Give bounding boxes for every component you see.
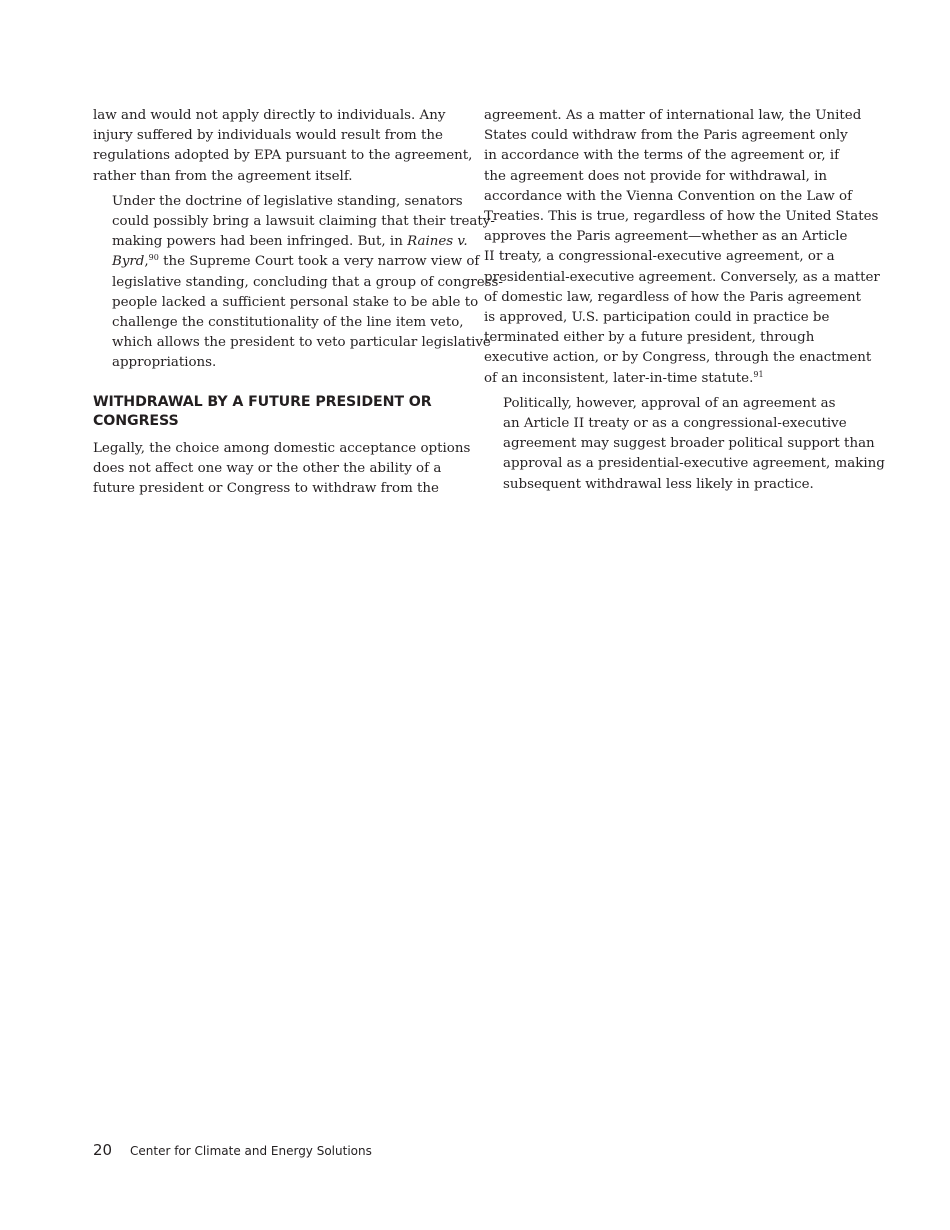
text-line: in accordance with the terms of the agreement or, if bbox=[484, 148, 840, 164]
text-line: rather than from the agreement itself. bbox=[93, 168, 353, 184]
case-name: Raines v. bbox=[407, 234, 468, 250]
text-line bbox=[93, 252, 480, 272]
left-paragraph-2 bbox=[93, 192, 503, 374]
text-line: II treaty, a congressional-executive agreement, or a bbox=[484, 249, 835, 265]
text-line bbox=[484, 369, 860, 389]
text-line: executive action, or by Congress, through the enactment bbox=[484, 350, 872, 366]
text-line: which allows the president to veto particular legislative bbox=[112, 335, 491, 351]
text-line: terminated either by a future president, through bbox=[484, 330, 815, 346]
text-line bbox=[93, 232, 468, 252]
text-line: challenge the constitutionality of the line item veto, bbox=[112, 315, 464, 331]
text-line: legislative standing, concluding that a group of congress- bbox=[112, 274, 503, 290]
text-line: Politically, however, approval of an agreement as bbox=[503, 395, 836, 411]
footnote-marker: 91 bbox=[753, 369, 764, 379]
text-line: Legally, the choice among domestic acceptance options bbox=[93, 440, 471, 456]
text-line: regulations adopted by EPA pursuant to the agreement, bbox=[93, 148, 473, 164]
text-line: is approved, U.S. participation could in practice be bbox=[484, 310, 830, 326]
text-fragment: the Supreme Court took a very narrow view of bbox=[158, 254, 480, 270]
text-line: agreement. As a matter of international law, the United bbox=[484, 108, 862, 123]
text-line: appropriations. bbox=[112, 355, 217, 371]
text-line: approval as a presidential-executive agreement, making bbox=[503, 456, 885, 472]
text-line: agreement may suggest broader political support than bbox=[503, 436, 875, 452]
right-column bbox=[484, 106, 885, 500]
text-line: could possibly bring a lawsuit claiming that their treaty- bbox=[112, 214, 495, 230]
footnote-marker: 90 bbox=[148, 253, 159, 263]
text-line: an Article II treaty or as a congressional-executive bbox=[503, 416, 847, 432]
section-heading bbox=[93, 393, 465, 432]
left-paragraph-1 bbox=[93, 106, 473, 187]
right-paragraph-2 bbox=[484, 394, 885, 495]
left-paragraph-3 bbox=[93, 439, 471, 500]
text-line: accordance with the Vienna Convention on the Law of bbox=[484, 188, 853, 204]
text-line: the agreement does not provide for withdrawal, in bbox=[484, 168, 828, 184]
heading-line: WITHDRAWAL BY A FUTURE PRESIDENT OR bbox=[93, 393, 432, 410]
right-paragraph-1 bbox=[484, 106, 880, 389]
page-footer bbox=[93, 1141, 372, 1159]
page-number: 20 bbox=[93, 1141, 113, 1159]
text-fragment: making powers had been infringed. But, in bbox=[112, 234, 408, 250]
text-fragment: of an inconsistent, later-in-time statute. bbox=[484, 370, 754, 386]
footer-organization: Center for Climate and Energy Solutions bbox=[130, 1144, 372, 1158]
text-line: future president or Congress to withdraw from the bbox=[93, 481, 439, 497]
text-line: people lacked a sufficient personal stake to be able to bbox=[112, 294, 479, 310]
text-line: presidential-executive agreement. Conversely, as a matter bbox=[484, 269, 880, 285]
text-fragment: , bbox=[144, 254, 149, 270]
text-line: subsequent withdrawal less likely in practice. bbox=[503, 476, 814, 492]
text-line: States could withdraw from the Paris agreement only bbox=[484, 128, 848, 144]
heading-line: CONGRESS bbox=[93, 413, 179, 430]
text-line: law and would not apply directly to individuals. Any bbox=[93, 108, 446, 123]
text-line: Under the doctrine of legislative standing, senators bbox=[112, 193, 463, 209]
text-line: Treaties. This is true, regardless of how the United States bbox=[484, 209, 879, 225]
text-line: does not affect one way or the other the ability of a bbox=[93, 460, 442, 476]
left-column bbox=[93, 106, 503, 504]
case-name: Byrd bbox=[112, 254, 145, 270]
text-line: injury suffered by individuals would result from the bbox=[93, 128, 443, 144]
text-line: approves the Paris agreement—whether as an Article bbox=[484, 229, 848, 245]
text-line: of domestic law, regardless of how the Paris agreement bbox=[484, 289, 862, 305]
